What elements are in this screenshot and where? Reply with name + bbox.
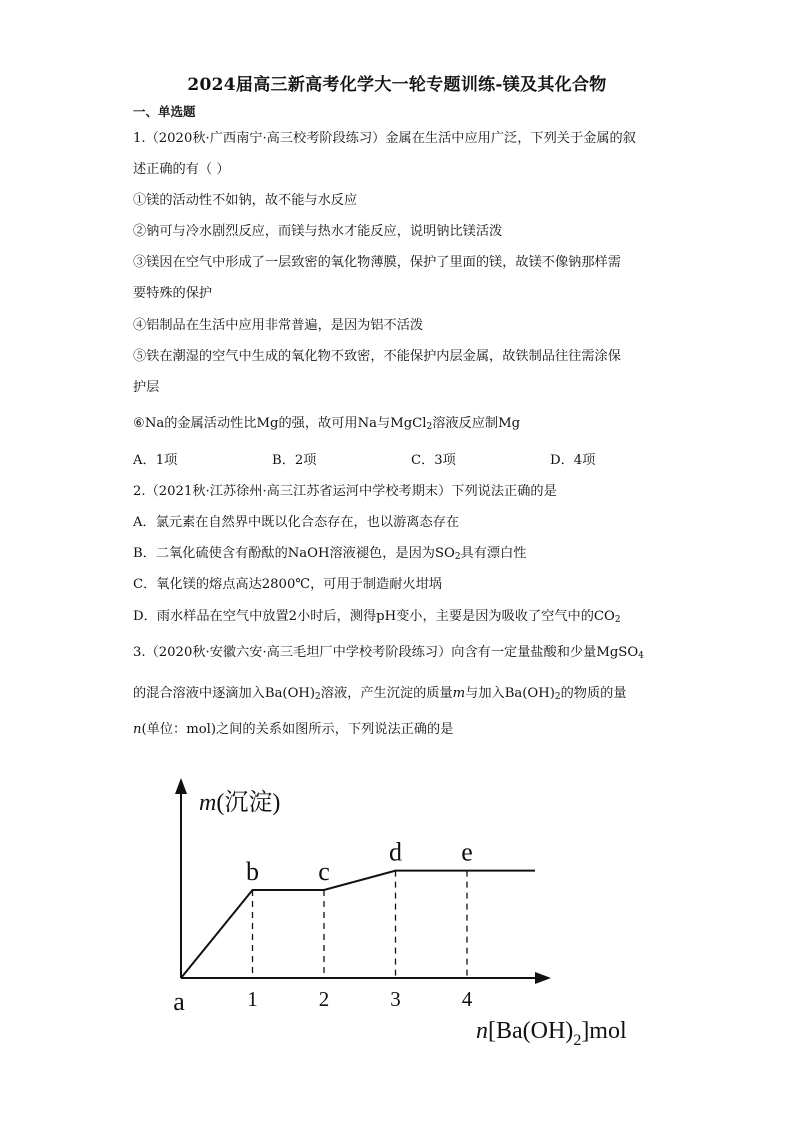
x-axis-arrowhead (535, 972, 551, 984)
q1-stem-line2: 述正确的有（ ） (133, 162, 230, 177)
x-tick-label: 4 (461, 987, 473, 1011)
q1-option-d: D．4项 (550, 453, 596, 468)
q2-option-d: D．雨水样品在空气中放置2小时后，测得pH变小，主要是因为吸收了空气中的$CO_2$ (133, 609, 621, 625)
q1-statement-1: ①镁的活动性不如钠，故不能与水反应 (133, 193, 358, 208)
y-axis-arrowhead (175, 778, 187, 794)
q1-statement-2: ②钠可与冷水剧烈反应，而镁与热水才能反应，说明钠比镁活泼 (133, 224, 503, 239)
y-axis-label: m(沉淀) (199, 790, 281, 816)
q1-option-c: C．3项 (411, 453, 456, 468)
q1-statement-4: ④铝制品在生活中应用非常普遍，是因为铝不活泼 (133, 318, 424, 333)
point-label-c: c (318, 857, 330, 886)
q1-statement-5b: 护层 (133, 380, 160, 395)
q3-stem-line2: 的混合溶液中逐滴加入$Ba(OH)_2$溶液，产生沉淀的质量m与加入$Ba(OH)_2$的物质的量 (133, 686, 627, 702)
x-tick-label: 2 (318, 987, 330, 1011)
section-heading: 一、单选题 (133, 104, 196, 119)
page-title: 2024届高三新高考化学大一轮专题训练-镁及其化合物 (187, 75, 607, 95)
precipitate-line (181, 871, 535, 978)
origin-label: a (173, 987, 185, 1016)
x-axis-label: $n[Ba(OH)_2]mol$ (476, 1018, 627, 1049)
x-tick-label: 1 (247, 987, 258, 1011)
q1-statement-5a: ⑤铁在潮湿的空气中生成的氧化物不致密，不能保护内层金属，故铁制品往往需涂保 (133, 349, 621, 364)
q3-stem-line1: 3.（2020秋·安徽六安·高三毛坦厂中学校考阶段练习）向含有一定量盐酸和少量MgSO$_4$ (133, 645, 644, 661)
q1-statement-6: ⑥Na的金属活动性比Mg的强，故可用Na与MgCl$_2$溶液反应制Mg (133, 416, 521, 432)
point-label-d: d (389, 837, 402, 867)
q2-option-c: C．氧化镁的熔点高达2800℃，可用于制造耐火坩埚 (133, 577, 442, 592)
q1-option-a: A．1项 (133, 453, 178, 468)
q2-option-b: B．二氧化硫使含有酚酞的NaOH溶液褪色，是因为$SO_2$具有漂白性 (133, 546, 527, 562)
q2-stem: 2.（2021秋·江苏徐州·高三江苏省运河中学校考期末）下列说法正确的是 (133, 484, 557, 499)
precipitate-chart (165, 775, 655, 1049)
point-label-e: e (461, 837, 473, 867)
q3-stem-line3: n(单位：mol)之间的关系如图所示，下列说法正确的是 (133, 722, 454, 737)
q1-option-b: B．2项 (272, 453, 317, 468)
point-label-b: b (246, 857, 259, 886)
x-tick-label: 3 (390, 987, 401, 1011)
q2-option-a: A．氯元素在自然界中既以化合态存在，也以游离态存在 (133, 515, 460, 530)
q1-statement-3a: ③镁因在空气中形成了一层致密的氧化物薄膜，保护了里面的镁，故镁不像钠那样需 (133, 255, 621, 270)
q1-stem-line1: 1.（2020秋·广西南宁·高三校考阶段练习）金属在生活中应用广泛，下列关于金属的叙 (133, 131, 636, 146)
q1-statement-3b: 要特殊的保护 (133, 286, 213, 301)
